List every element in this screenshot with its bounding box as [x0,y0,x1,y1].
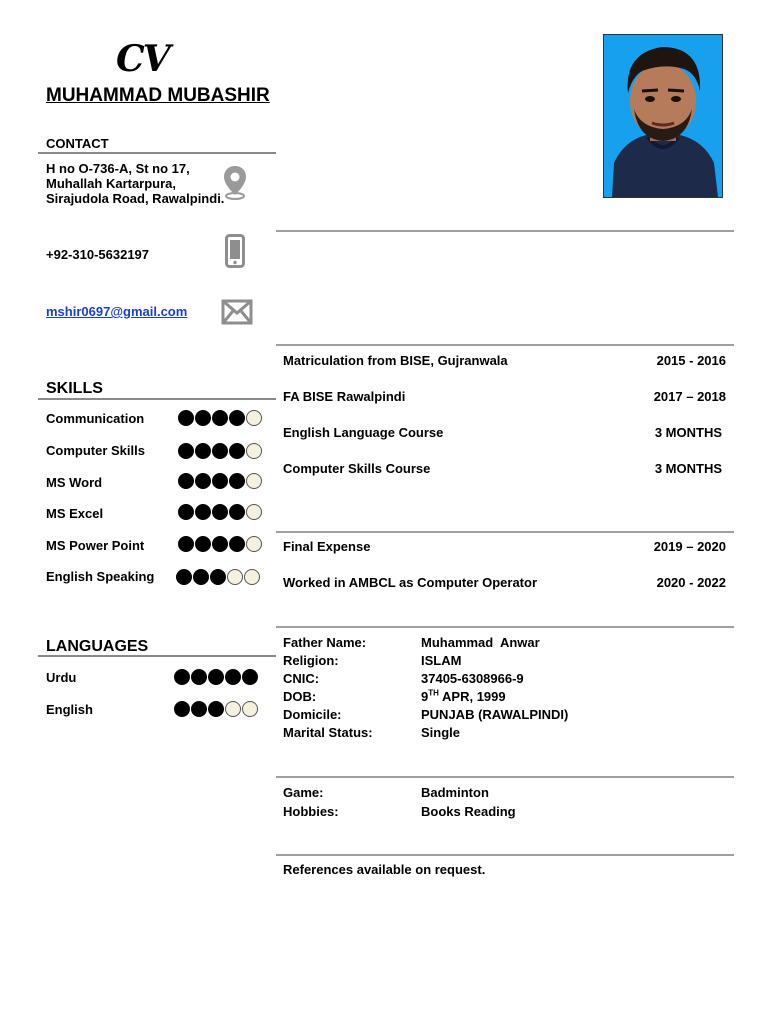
personal-divider [276,626,734,628]
game-value: Badminton [421,785,489,800]
rating-dot-filled [178,536,194,552]
rating-dot-filled [195,473,211,489]
religion-value: ISLAM [421,653,462,668]
experience-title: Worked in AMBCL as Computer Operator [283,575,538,590]
education-divider [276,344,734,346]
skill-rating [178,410,262,426]
father-value: Muhammad Anwar [421,635,540,650]
father-label: Father Name: [283,635,367,650]
rating-dot-filled [212,536,228,552]
rating-dot-filled [208,701,224,717]
right-divider-top [276,230,734,232]
cnic-value: 37405-6308966-9 [421,671,524,686]
cnic-label: CNIC: [283,671,320,686]
rating-dot-filled [174,669,190,685]
rating-dot-empty [246,504,262,520]
rating-dot-filled [178,410,194,426]
skill-label: MS Word [46,475,103,490]
hobbies-label: Hobbies: [283,804,339,819]
skills-heading: SKILLS [46,380,103,397]
marital-value: Single [421,725,461,740]
rating-dot-filled [195,410,211,426]
rating-dot-empty [227,569,243,585]
language-label: Urdu [46,670,77,685]
rating-dot-filled [212,410,228,426]
education-period: 3 MONTHS [654,425,722,440]
contact-heading: CONTACT [46,136,109,151]
language-label: English [46,702,93,717]
references-note: References available on request. [283,862,486,877]
contact-divider [38,152,276,154]
profile-photo [603,34,723,198]
education-period: 3 MONTHS [654,461,722,476]
experience-period: 2020 - 2022 [656,575,726,590]
rating-dot-filled [229,443,245,459]
rating-dot-filled [191,669,207,685]
rating-dot-filled [178,443,194,459]
education-period: 2017 – 2018 [653,389,726,404]
rating-dot-filled [229,473,245,489]
rating-dot-filled [212,473,228,489]
rating-dot-empty [246,473,262,489]
rating-dot-filled [191,701,207,717]
mobile-phone-icon [225,234,245,273]
skill-rating [178,443,262,459]
rating-dot-filled [210,569,226,585]
languages-divider [38,655,276,657]
rating-dot-empty [242,701,258,717]
education-title: Computer Skills Course [283,461,431,476]
language-rating [174,669,258,685]
skill-label: Computer Skills [46,443,145,458]
religion-label: Religion: [283,653,339,668]
domicile-value: PUNJAB (RAWALPINDI) [421,707,569,722]
domicile-label: Domicile: [283,707,342,722]
interests-divider [276,776,734,778]
rating-dot-filled [229,536,245,552]
skill-label: Communication [46,411,145,426]
rating-dot-filled [195,443,211,459]
rating-dot-filled [178,504,194,520]
rating-dot-empty [244,569,260,585]
envelope-icon [221,299,253,330]
skill-label: MS Power Point [46,538,145,553]
education-title: English Language Course [283,425,444,440]
address-line-2: Muhallah Kartarpura, [46,176,177,191]
rating-dot-filled [212,504,228,520]
education-title: Matriculation from BISE, Gujranwala [283,353,508,368]
rating-dot-filled [193,569,209,585]
dob-value [421,689,506,705]
rating-dot-filled [178,473,194,489]
rating-dot-filled [212,443,228,459]
references-divider [276,854,734,856]
rating-dot-filled [176,569,192,585]
map-pin-icon [222,164,248,205]
education-title: FA BISE Rawalpindi [283,389,406,404]
dob-suffix: TH [428,688,439,698]
skill-rating [178,473,262,489]
education-period: 2015 - 2016 [656,353,726,368]
address-line-1: H no O-736-A, St no 17, [46,161,190,176]
rating-dot-filled [229,504,245,520]
skills-divider [38,398,276,400]
cv-logo: CV [116,38,169,80]
skill-rating [178,504,262,520]
dob-day: 9 [421,689,429,704]
languages-heading: LANGUAGES [46,638,149,655]
rating-dot-empty [246,536,262,552]
dob-rest: APR, 1999 [438,689,506,704]
game-label: Game: [283,785,324,800]
rating-dot-filled [174,701,190,717]
experience-period: 2019 – 2020 [653,539,726,554]
phone-number: +92-310-5632197 [46,247,150,262]
skill-rating [178,536,262,552]
rating-dot-filled [225,669,241,685]
rating-dot-filled [229,410,245,426]
skill-label: English Speaking [46,569,155,584]
experience-divider [276,531,734,533]
language-rating [174,701,258,717]
rating-dot-filled [195,504,211,520]
rating-dot-filled [242,669,258,685]
marital-label: Marital Status: [283,725,373,740]
skill-rating [176,569,260,585]
experience-title: Final Expense [283,539,371,554]
rating-dot-empty [225,701,241,717]
rating-dot-empty [246,410,262,426]
address-line-3: Sirajudola Road, Rawalpindi. [46,191,225,206]
rating-dot-filled [195,536,211,552]
skill-label: MS Excel [46,506,104,521]
hobbies-value: Books Reading [421,804,516,819]
dob-label: DOB: [283,689,317,704]
rating-dot-empty [246,443,262,459]
rating-dot-filled [208,669,224,685]
email-link[interactable]: mshir0697@gmail.com [46,304,188,319]
candidate-name: MUHAMMAD MUBASHIR [46,85,270,106]
